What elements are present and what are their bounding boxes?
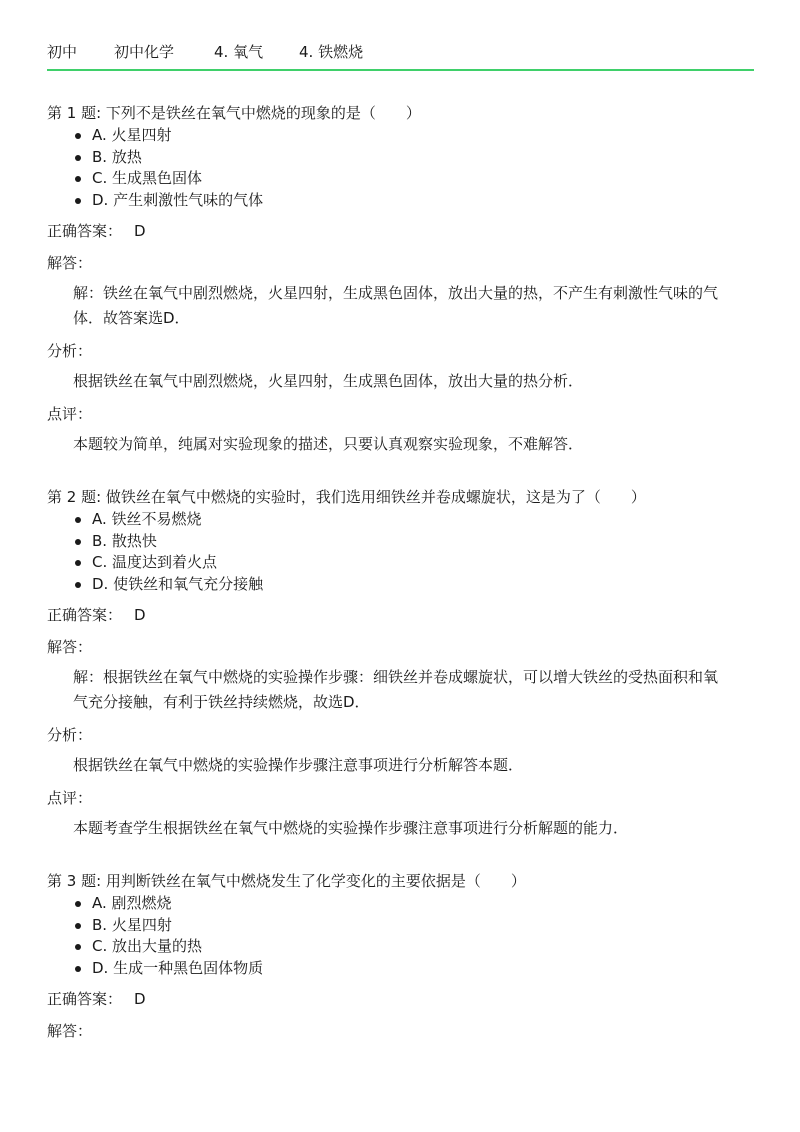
analysis-label: 分析： (47, 342, 93, 360)
option-text: B. 放热 (92, 147, 142, 166)
option-item (47, 531, 754, 553)
answer-value: D (134, 222, 146, 240)
option-list (47, 509, 754, 595)
question-1 (47, 101, 754, 457)
bullet-icon (75, 944, 81, 950)
correct-answer (47, 987, 754, 1011)
question-title: 第 2 题: 做铁丝在氧气中燃烧的实验时，我们选用细铁丝并卷成螺旋状，这是为了（ ） (47, 488, 646, 506)
option-text: D. 生成一种黑色固体物质 (92, 958, 264, 977)
breadcrumb-item[interactable]: 4. 铁燃烧 (299, 42, 364, 61)
option-text: C. 生成黑色固体 (92, 169, 203, 187)
bullet-icon (75, 901, 81, 907)
option-item (47, 936, 754, 958)
option-text: A. 铁丝不易燃烧 (92, 510, 202, 528)
option-item (47, 958, 754, 980)
option-item (47, 147, 754, 169)
option-item (47, 509, 754, 531)
breadcrumb-item[interactable]: 初中化学 (114, 42, 175, 61)
answer-label: 正确答案： (47, 990, 123, 1008)
option-text: C. 温度达到着火点 (92, 553, 218, 571)
bullet-icon (75, 966, 81, 972)
correct-answer (47, 219, 754, 243)
answer-label: 正确答案： (47, 222, 123, 240)
option-list (47, 893, 754, 979)
comment-text: 本题较为简单，纯属对实验现象的描述，只要认真观察实验现象，不难解答． (73, 435, 584, 453)
answer-label: 正确答案： (47, 606, 123, 624)
analysis-text: 根据铁丝在氧气中剧烈燃烧，火星四射，生成黑色固体，放出大量的热分析． (73, 372, 584, 390)
option-item (47, 125, 754, 147)
breadcrumb (47, 38, 754, 64)
option-item (47, 168, 754, 190)
solution-text: 解：铁丝在氧气中剧烈燃烧，火星四射，生成黑色固体，放出大量的热，不产生有刺激性气味的气体．故答案选D． (73, 284, 719, 327)
correct-answer (47, 603, 754, 627)
option-text: C. 放出大量的热 (92, 937, 203, 955)
comment-label: 点评： (47, 789, 93, 807)
bullet-icon (75, 176, 81, 182)
solution-label: 解答： (47, 254, 93, 272)
option-text: A. 剧烈燃烧 (92, 894, 172, 912)
answer-value: D (134, 990, 146, 1008)
bullet-icon (75, 155, 81, 161)
option-item (47, 190, 754, 212)
option-text: B. 火星四射 (92, 915, 172, 934)
bullet-icon (75, 923, 81, 929)
header-divider (47, 69, 754, 71)
comment-label: 点评： (47, 405, 93, 423)
question-title: 第 3 题: 用判断铁丝在氧气中燃烧发生了化学变化的主要依据是（ ） (47, 872, 526, 890)
option-text: D. 使铁丝和氧气充分接触 (92, 574, 264, 593)
question-list (47, 101, 754, 1071)
question-2 (47, 485, 754, 841)
breadcrumb-item[interactable]: 初中 (47, 42, 78, 61)
option-text: B. 散热快 (92, 531, 157, 550)
answer-value: D (134, 606, 146, 624)
bullet-icon (75, 539, 81, 545)
option-text: D. 产生刺激性气味的气体 (92, 190, 264, 209)
option-list (47, 125, 754, 211)
bullet-icon (75, 517, 81, 523)
comment-text: 本题考查学生根据铁丝在氧气中燃烧的实验操作步骤注意事项进行分析解题的能力． (73, 819, 629, 837)
question-3 (47, 869, 754, 1043)
solution-text: 解：根据铁丝在氧气中燃烧的实验操作步骤：细铁丝并卷成螺旋状，可以增大铁丝的受热面积和氧气充分接触，有利于铁丝持续燃烧，故选D． (73, 668, 719, 711)
option-item (47, 893, 754, 915)
solution-label: 解答： (47, 1022, 93, 1040)
option-text: A. 火星四射 (92, 126, 172, 144)
bullet-icon (75, 133, 81, 139)
solution-label: 解答： (47, 638, 93, 656)
analysis-label: 分析： (47, 726, 93, 744)
bullet-icon (75, 582, 81, 588)
breadcrumb-item[interactable]: 4. 氧气 (214, 42, 264, 61)
bullet-icon (75, 198, 81, 204)
option-item (47, 552, 754, 574)
question-title: 第 1 题: 下列不是铁丝在氧气中燃烧的现象的是（ ） (47, 104, 421, 122)
bullet-icon (75, 560, 81, 566)
option-item (47, 915, 754, 937)
option-item (47, 574, 754, 596)
analysis-text: 根据铁丝在氧气中燃烧的实验操作步骤注意事项进行分析解答本题． (73, 756, 524, 774)
